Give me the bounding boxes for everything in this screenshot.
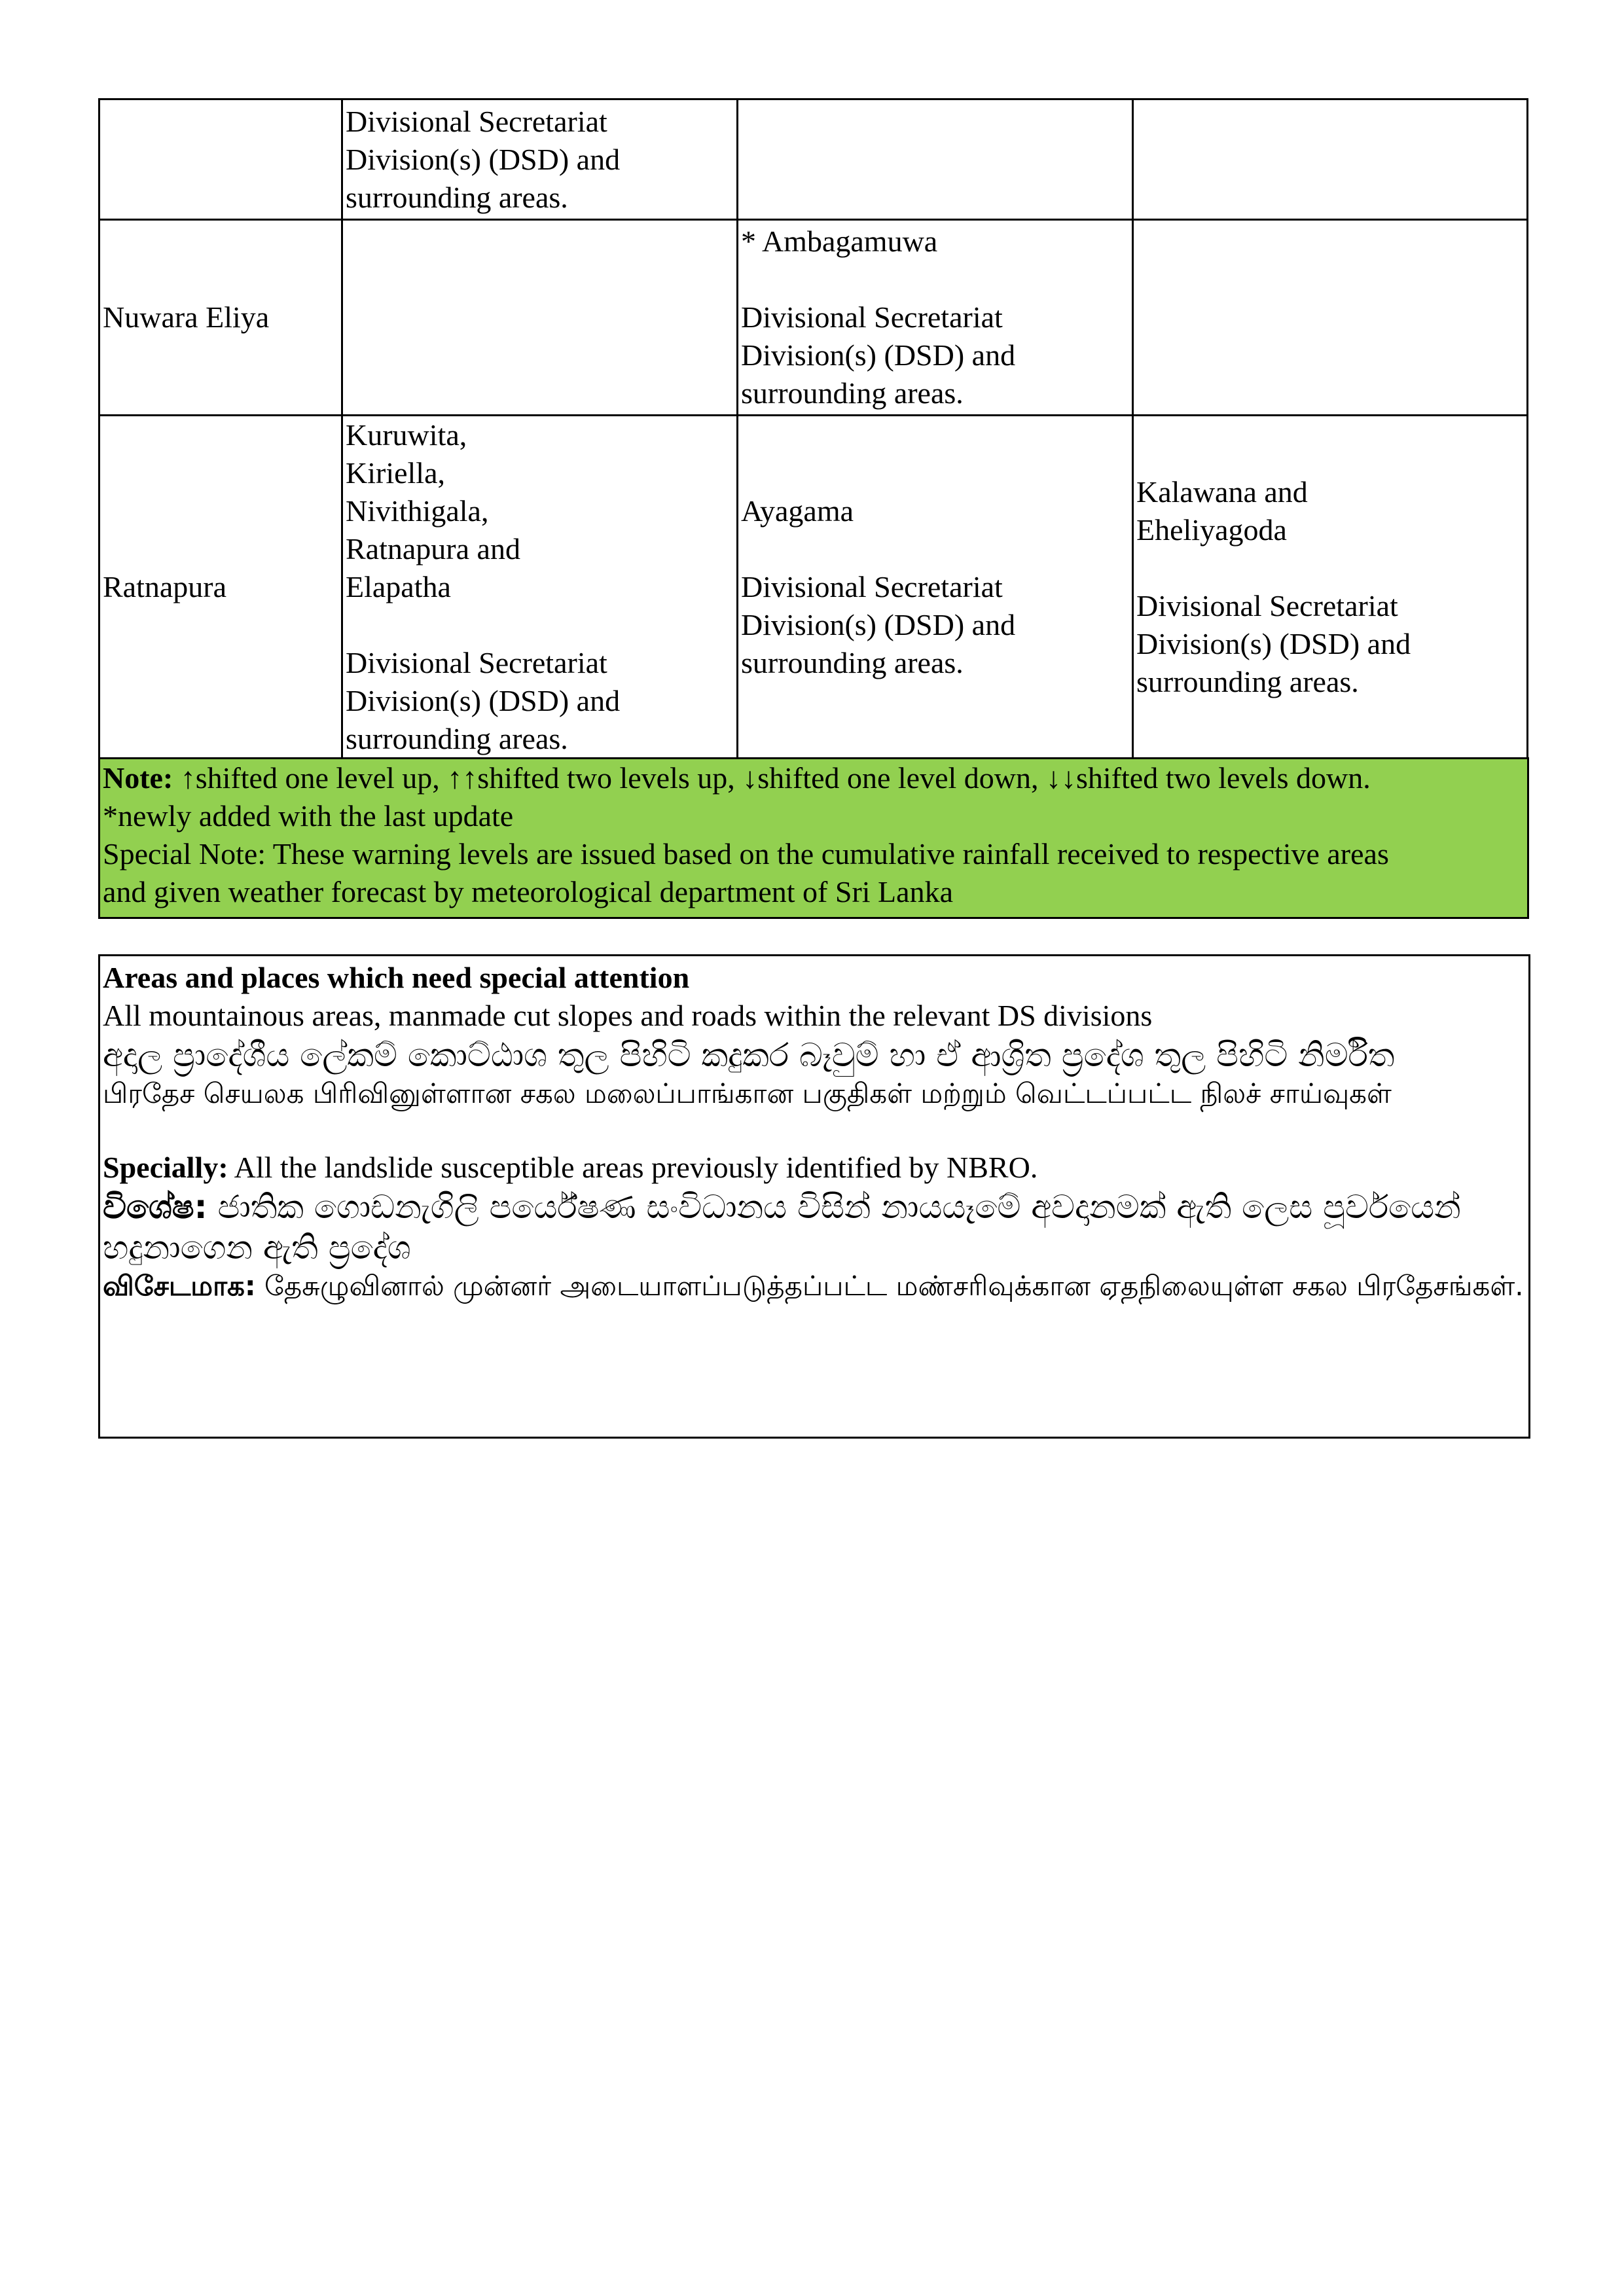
note-line-1: Note: ↑shifted one level up, ↑↑shifted two levels up, ↓shifted one level down, ↓↓shifted two levels down. [103,761,1371,795]
attention-english: All mountainous areas, manmade cut slopes and roads within the relevant DS divisions [103,999,1153,1032]
district-cell [99,99,342,220]
attention-sinhala: අදාල ප්‍රාදේශීය ලේකම් කොට්ඨාශ තුල පිහිටි කදුකර බෑවුම් හා ඒ ආශ්‍රිත ප්‍රදේශ තුල පිහිටි නිර්මිත [103,1036,1395,1074]
level-cell: Ayagama Divisional Secretariat Division(s) (DSD) and surrounding areas. [738,416,1133,759]
special-attention-box [98,954,1530,1439]
level-cell: Kuruwita, Kiriella, Nivithigala, Ratnapura and Elapatha Divisional Secretariat Division(s) (DSD) and surrounding areas. [342,416,738,759]
special-note-line-1: Special Note: These warning levels are issued based on the cumulative rainfall received to respective areas [103,837,1389,870]
level-cell [1133,220,1528,416]
specially-tamil: விசேடமாக: தேசுழுவினால் முன்னர் அடையாளப்படுத்தப்பட்ட மண்சரிவுக்கான ஏதநிலையுள்ள சகல பிரதேசங்கள். [103,1270,1524,1302]
level-cell [738,99,1133,220]
district-cell: Nuwara Eliya [99,220,342,416]
level-cell: Kalawana and Eheliyagoda Divisional Secretariat Division(s) (DSD) and surrounding areas. [1133,416,1528,759]
special-note-line-2: and given weather forecast by meteorological department of Sri Lanka [103,875,953,908]
level-cell: Divisional Secretariat Division(s) (DSD) and surrounding areas. [342,99,738,220]
landslide-warning-table [98,98,1528,760]
note-line-2: *newly added with the last update [103,799,514,833]
specially-english: Specially: All the landslide susceptible areas previously identified by NBRO. [103,1151,1038,1184]
specially-sinhala: විශේෂ: ජාතික ගොඩනැගිලි පර්යේෂණ සංවිධානය විසින් නායයෑමේ අවදානමක් ඇති ලෙස පූර්වයෙන් හදුනාගෙන ඇති ප්‍රදේශ [103,1188,1461,1266]
level-cell [342,220,738,416]
attention-heading: Areas and places which need special attention [103,961,690,994]
district-cell: Ratnapura [99,416,342,759]
table-row [99,99,1528,220]
note-box [98,757,1529,919]
level-cell [1133,99,1528,220]
attention-tamil: பிரதேச செயலக பிரிவினுள்ளான சகல மலைப்பாங்கான பகுதிகள் மற்றும் வெட்டப்பட்ட நிலச் சாய்வுகள் [103,1077,1392,1109]
level-cell: * Ambagamuwa Divisional Secretariat Division(s) (DSD) and surrounding areas. [738,220,1133,416]
table-row [99,416,1528,759]
table-row [99,220,1528,416]
